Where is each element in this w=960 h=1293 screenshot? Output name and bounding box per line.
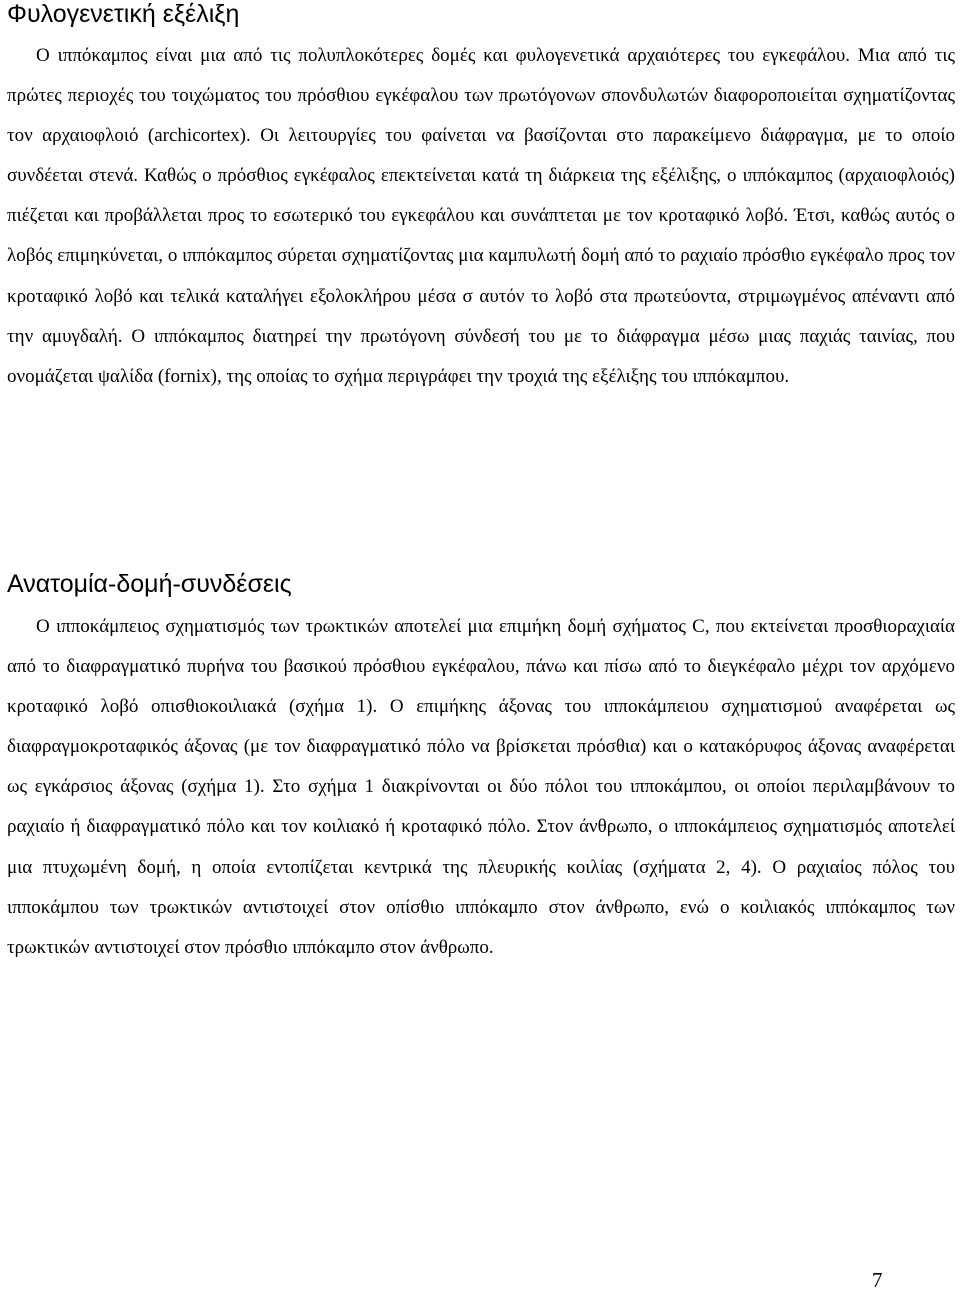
paragraph-phylogenetic-evolution: Ο ιππόκαμπος είναι μια από τις πολυπλοκότερες δομές και φυλογενετικά αρχαιότερες του εγκεφάλου. Μια από τις πρώτες περιοχές του τοιχώματος του πρόσθιου εγκέφαλου των πρωτόγονων σπονδυλωτών διαφοροποιείται σχηματίζοντας τον αρχαιοφλοιό (archicortex). Οι λειτουργίες του φαίνεται να βασίζονται στο παρακείμενο διάφραγμα, με το οποίο συνδέεται στενά. Καθώς ο πρόσθιος εγκέφαλος επεκτείνεται κατά τη διάρκεια της εξέλιξης, ο ιππόκαμπος (αρχαιοφλοιός) πιέζεται και προβάλλεται προς το εσωτερικό του εγκεφάλου και συνάπτεται με τον κροταφικό λοβό. Έτσι, καθώς αυτός ο λοβός επιμηκύνεται, ο ιππόκαμπος σύρεται σχηματίζοντας μια καμπυλωτή δομή από το ραχιαίο πρόσθιο εγκέφαλο προς τον κροταφικό λοβό και τελικά καταλήγει εξολοκλήρου μέσα σ αυτόν το λοβό στα πρωτεύοντα, στριμωγμένος απέναντι από την αμυγδαλή. Ο ιππόκαμπος διατηρεί την πρωτόγονη σύνδεσή του με το διάφραγμα μέσω μιας παχιάς ταινίας, που ονομάζεται ψαλίδα (fornix), της οποίας το σχήμα περιγράφει την τροχιά της εξέλιξης του ιππόκαμπου. bbox=[7, 45, 955, 387]
page-number: 7 bbox=[872, 1268, 883, 1292]
section-heading-anatomy-structure-connections: Ανατομία-δομή-συνδέσεις bbox=[7, 570, 292, 598]
paragraph-anatomy-structure-connections: Ο ιπποκάμπειος σχηματισμός των τρωκτικών αποτελεί μια επιμήκη δομή σχήματος C, που εκτείνεται προσθιοραχιαία από το διαφραγματικό πυρήνα του βασικού πρόσθιου εγκέφαλου, πάνω και πίσω από το διεγκέφαλο μέχρι τον αρχόμενο κροταφικό λοβό οπισθιοκοιλιακά (σχήμα 1). Ο επιμήκης άξονας του ιπποκάμπειου σχηματισμού αναφέρεται ως διαφραγμοκροταφικός άξονας (με τον διαφραγματικό πόλο να βρίσκεται πρόσθια) και ο κατακόρυφος άξονας αναφέρεται ως εγκάρσιος άξονας (σχήμα 1). Στο σχήμα 1 διακρίνονται οι δύο πόλοι του ιπποκάμπου, οι οποίοι περιλαμβάνουν το ραχιαίο ή διαφραγματικό πόλο και τον κοιλιακό ή κροταφικό πόλο. Στον άνθρωπο, ο ιπποκάμπειος σχηματισμός αποτελεί μια πτυχωμένη δομή, η οποία εντοπίζεται κεντρικά της πλευρικής κοιλίας (σχήματα 2, 4). Ο ραχιαίος πόλος του ιπποκάμπου των τρωκτικών αντιστοιχεί στον οπίσθιο ιππόκαμπο στον άνθρωπο, ενώ ο κοιλιακός ιππόκαμπος των τρωκτικών αντιστοιχεί στον πρόσθιο ιππόκαμπο στον άνθρωπο. bbox=[7, 616, 955, 958]
section-heading-phylogenetic-evolution: Φυλογενετική εξέλιξη bbox=[7, 0, 240, 28]
